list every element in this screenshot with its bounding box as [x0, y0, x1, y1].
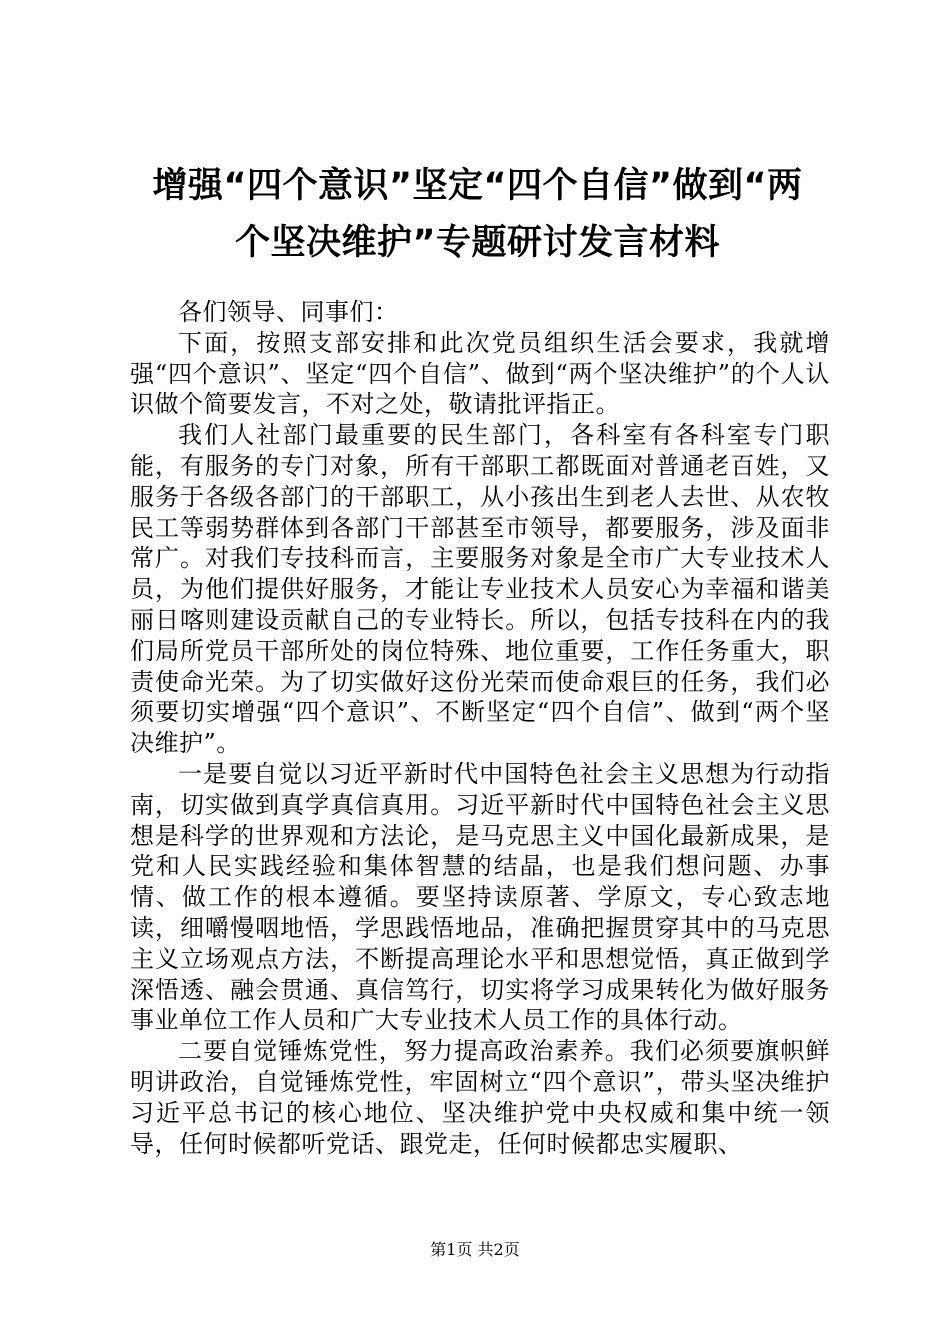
paragraph-department: 我们人社部门最重要的民生部门，各科室有各科室专门职能，有服务的专门对象，所有干部职工都既面对普通老百姓，又服务于各级各部门的干部职工，从小孩出生到老人去世、从农牧民工等弱势群体到各部门干部甚至市领导，都要服务，涉及面非常广。对我们专技科而言，主要服务对象是全市广大专业技术人员，为他们提供好服务，才能让专业技术人员安心为幸福和谐美丽日喀则建设贡献自己的专业特长。所以，包括专技科在内的我们局所党员干部所处的岗位特殊、地位重要，工作任务重大，职责使命光荣。为了切实做好这份光荣而使命艰巨的任务，我们必须要切实增强“四个意识”、不断坚定“四个自信”、做到“两个坚决维护”。	[130, 421, 830, 758]
title-line-2: 个坚决维护”专题研讨发言材料	[234, 223, 720, 263]
paragraph-point-two: 二要自觉锤炼党性，努力提高政治素养。我们必须要旗帜鲜明讲政治，自觉锤炼党性，牢固树立“四个意识”，带头坚决维护习近平总书记的核心地位、坚决维护党中央权威和集中统一领导，任何时候都听党话、跟党走，任何时候都忠实履职、	[130, 1037, 830, 1158]
document-title	[120, 158, 835, 272]
title-line-1: 增强“四个意识”坚定“四个自信”做到“两	[152, 166, 803, 206]
paragraph-intro: 下面，按照支部安排和此次党员组织生活会要求，我就增强“四个意识”、坚定“四个自信”、做到“两个坚决维护”的个人认识做个简要发言，不对之处，敬请批评指正。	[130, 328, 830, 419]
paragraph-point-one: 一是要自觉以习近平新时代中国特色社会主义思想为行动指南，切实做到真学真信真用。习近平新时代中国特色社会主义思想是科学的世界观和方法论，是马克思主义中国化最新成果，是党和人民实践经验和集体智慧的结晶，也是我们想问题、办事情、做工作的根本遵循。要坚持读原著、学原文，专心致志地读，细嚼慢咽地悟，学思践悟地品，准确把握贯穿其中的马克思主义立场观点方法，不断提高理论水平和思想觉悟，真正做到学深悟透、融会贯通、真信笃行，切实将学习成果转化为做好服务事业单位工作人员和广大专业技术人员工作的具体行动。	[130, 759, 830, 1035]
document-body	[130, 297, 830, 1159]
page-number-footer: 第1页 共2页	[430, 1240, 520, 1259]
paragraph-salutation: 各们领导、同事们：	[178, 298, 399, 326]
